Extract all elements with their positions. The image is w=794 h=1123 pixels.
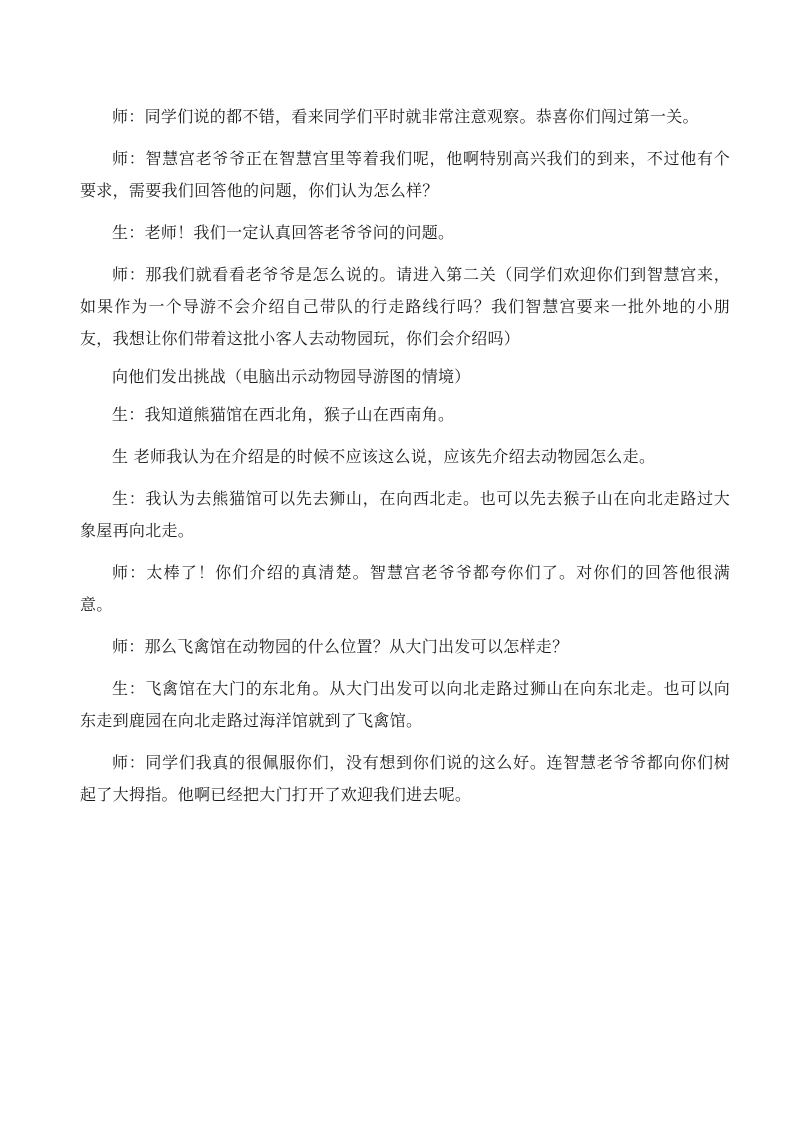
paragraph-5: 向他们发出挑战（电脑出示动物园导游图的情境） — [112, 367, 471, 386]
paragraph-12: 师：同学们我真的很佩服你们，没有想到你们说的这么好。连智慧老爷爷都向你们树起了大拇指。他啊已经把大门打开了欢迎我们进去呢。 — [80, 753, 730, 804]
paragraph-7: 生 老师我认为在介绍是的时候不应该这么说，应该先介绍去动物园怎么走。 — [112, 447, 656, 466]
paragraph-10: 师：那么飞禽馆在动物园的什么位置？从大门出发可以怎样走？ — [112, 637, 569, 656]
paragraph-2: 师：智慧宫老爷爷正在智慧宫里等着我们呢，他啊特别高兴我们的到来，不过他有个要求，需要我们回答他的问题，你们认为怎么样？ — [80, 149, 730, 200]
paragraph-9: 师：太棒了！你们介绍的真清楚。智慧宫老爷爷都夸你们了。对你们的回答他很满意。 — [80, 563, 730, 614]
paragraph-8: 生：我认为去熊猫馆可以先去狮山，在向西北走。也可以先去猴子山在向北走路过大象屋再向北走。 — [80, 489, 730, 540]
paragraph-6: 生：我知道熊猫馆在西北角，猴子山在西南角。 — [112, 405, 455, 424]
paragraph-3: 生：老师！我们一定认真回答老爷爷问的问题。 — [112, 223, 455, 242]
paragraph-4: 师：那我们就看看老爷爷是怎么说的。请进入第二关（同学们欢迎你们到智慧宫来，如果作为一个导游不会介绍自己带队的行走路线行吗？我们智慧宫要来一批外地的小朋友，我想让你们带着这批小客人去动物园玩，你们会介绍吗） — [80, 265, 730, 348]
document-body — [80, 101, 730, 821]
paragraph-1: 师：同学们说的都不错，看来同学们平时就非常注意观察。恭喜你们闯过第一关。 — [112, 107, 699, 126]
paragraph-11: 生：飞禽馆在大门的东北角。从大门出发可以向北走路过狮山在向东北走。也可以向东走到鹿园在向北走路过海洋馆就到了飞禽馆。 — [80, 679, 730, 730]
